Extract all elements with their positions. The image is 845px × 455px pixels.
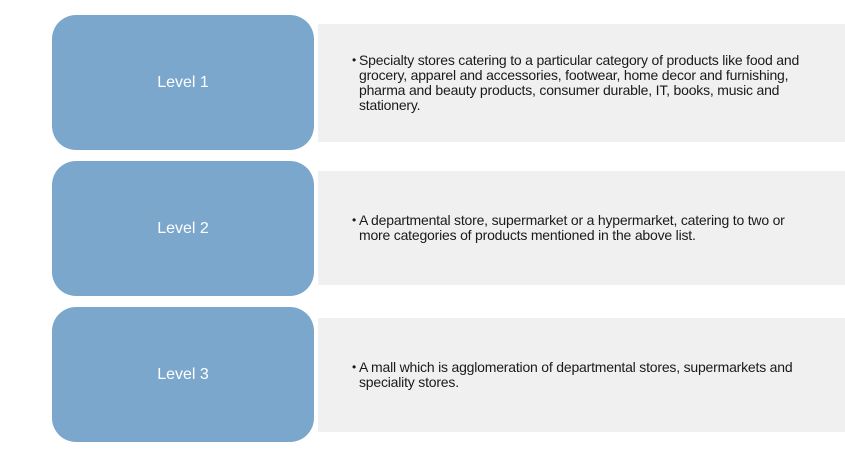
bullet-icon: • <box>352 360 357 374</box>
level-2-description-list <box>352 213 809 243</box>
level-3-description-item <box>352 360 809 390</box>
level-3-description-list <box>352 360 809 390</box>
bullet-icon: • <box>352 213 357 227</box>
level-row-1 <box>0 15 845 150</box>
level-1-label: Level 1 <box>157 73 209 91</box>
level-2-description-item <box>352 213 809 243</box>
level-3-label: Level 3 <box>157 365 209 383</box>
level-2-box <box>52 161 314 296</box>
level-3-box <box>52 307 314 442</box>
level-1-box <box>52 15 314 150</box>
level-row-3 <box>0 307 845 442</box>
level-3-description: A mall which is agglomeration of departmental stores, supermarkets and speciality stores. <box>359 359 793 390</box>
level-1-description-box <box>318 24 845 142</box>
level-2-description-box <box>318 171 845 285</box>
level-2-description: A departmental store, supermarket or a hypermarket, catering to two or more categories of products mentioned in the above list. <box>359 212 785 243</box>
level-2-label: Level 2 <box>157 219 209 237</box>
level-row-2 <box>0 161 845 296</box>
level-1-description-list <box>352 53 809 113</box>
level-1-description-item <box>352 53 809 113</box>
level-3-description-box <box>318 318 845 432</box>
level-1-description: Specialty stores catering to a particular category of products like food and grocery, apparel and accessories, footwear, home decor and furnishing, pharma and beauty products, consumer durable, IT, books, music and stationery. <box>359 52 800 113</box>
bullet-icon: • <box>352 53 357 67</box>
